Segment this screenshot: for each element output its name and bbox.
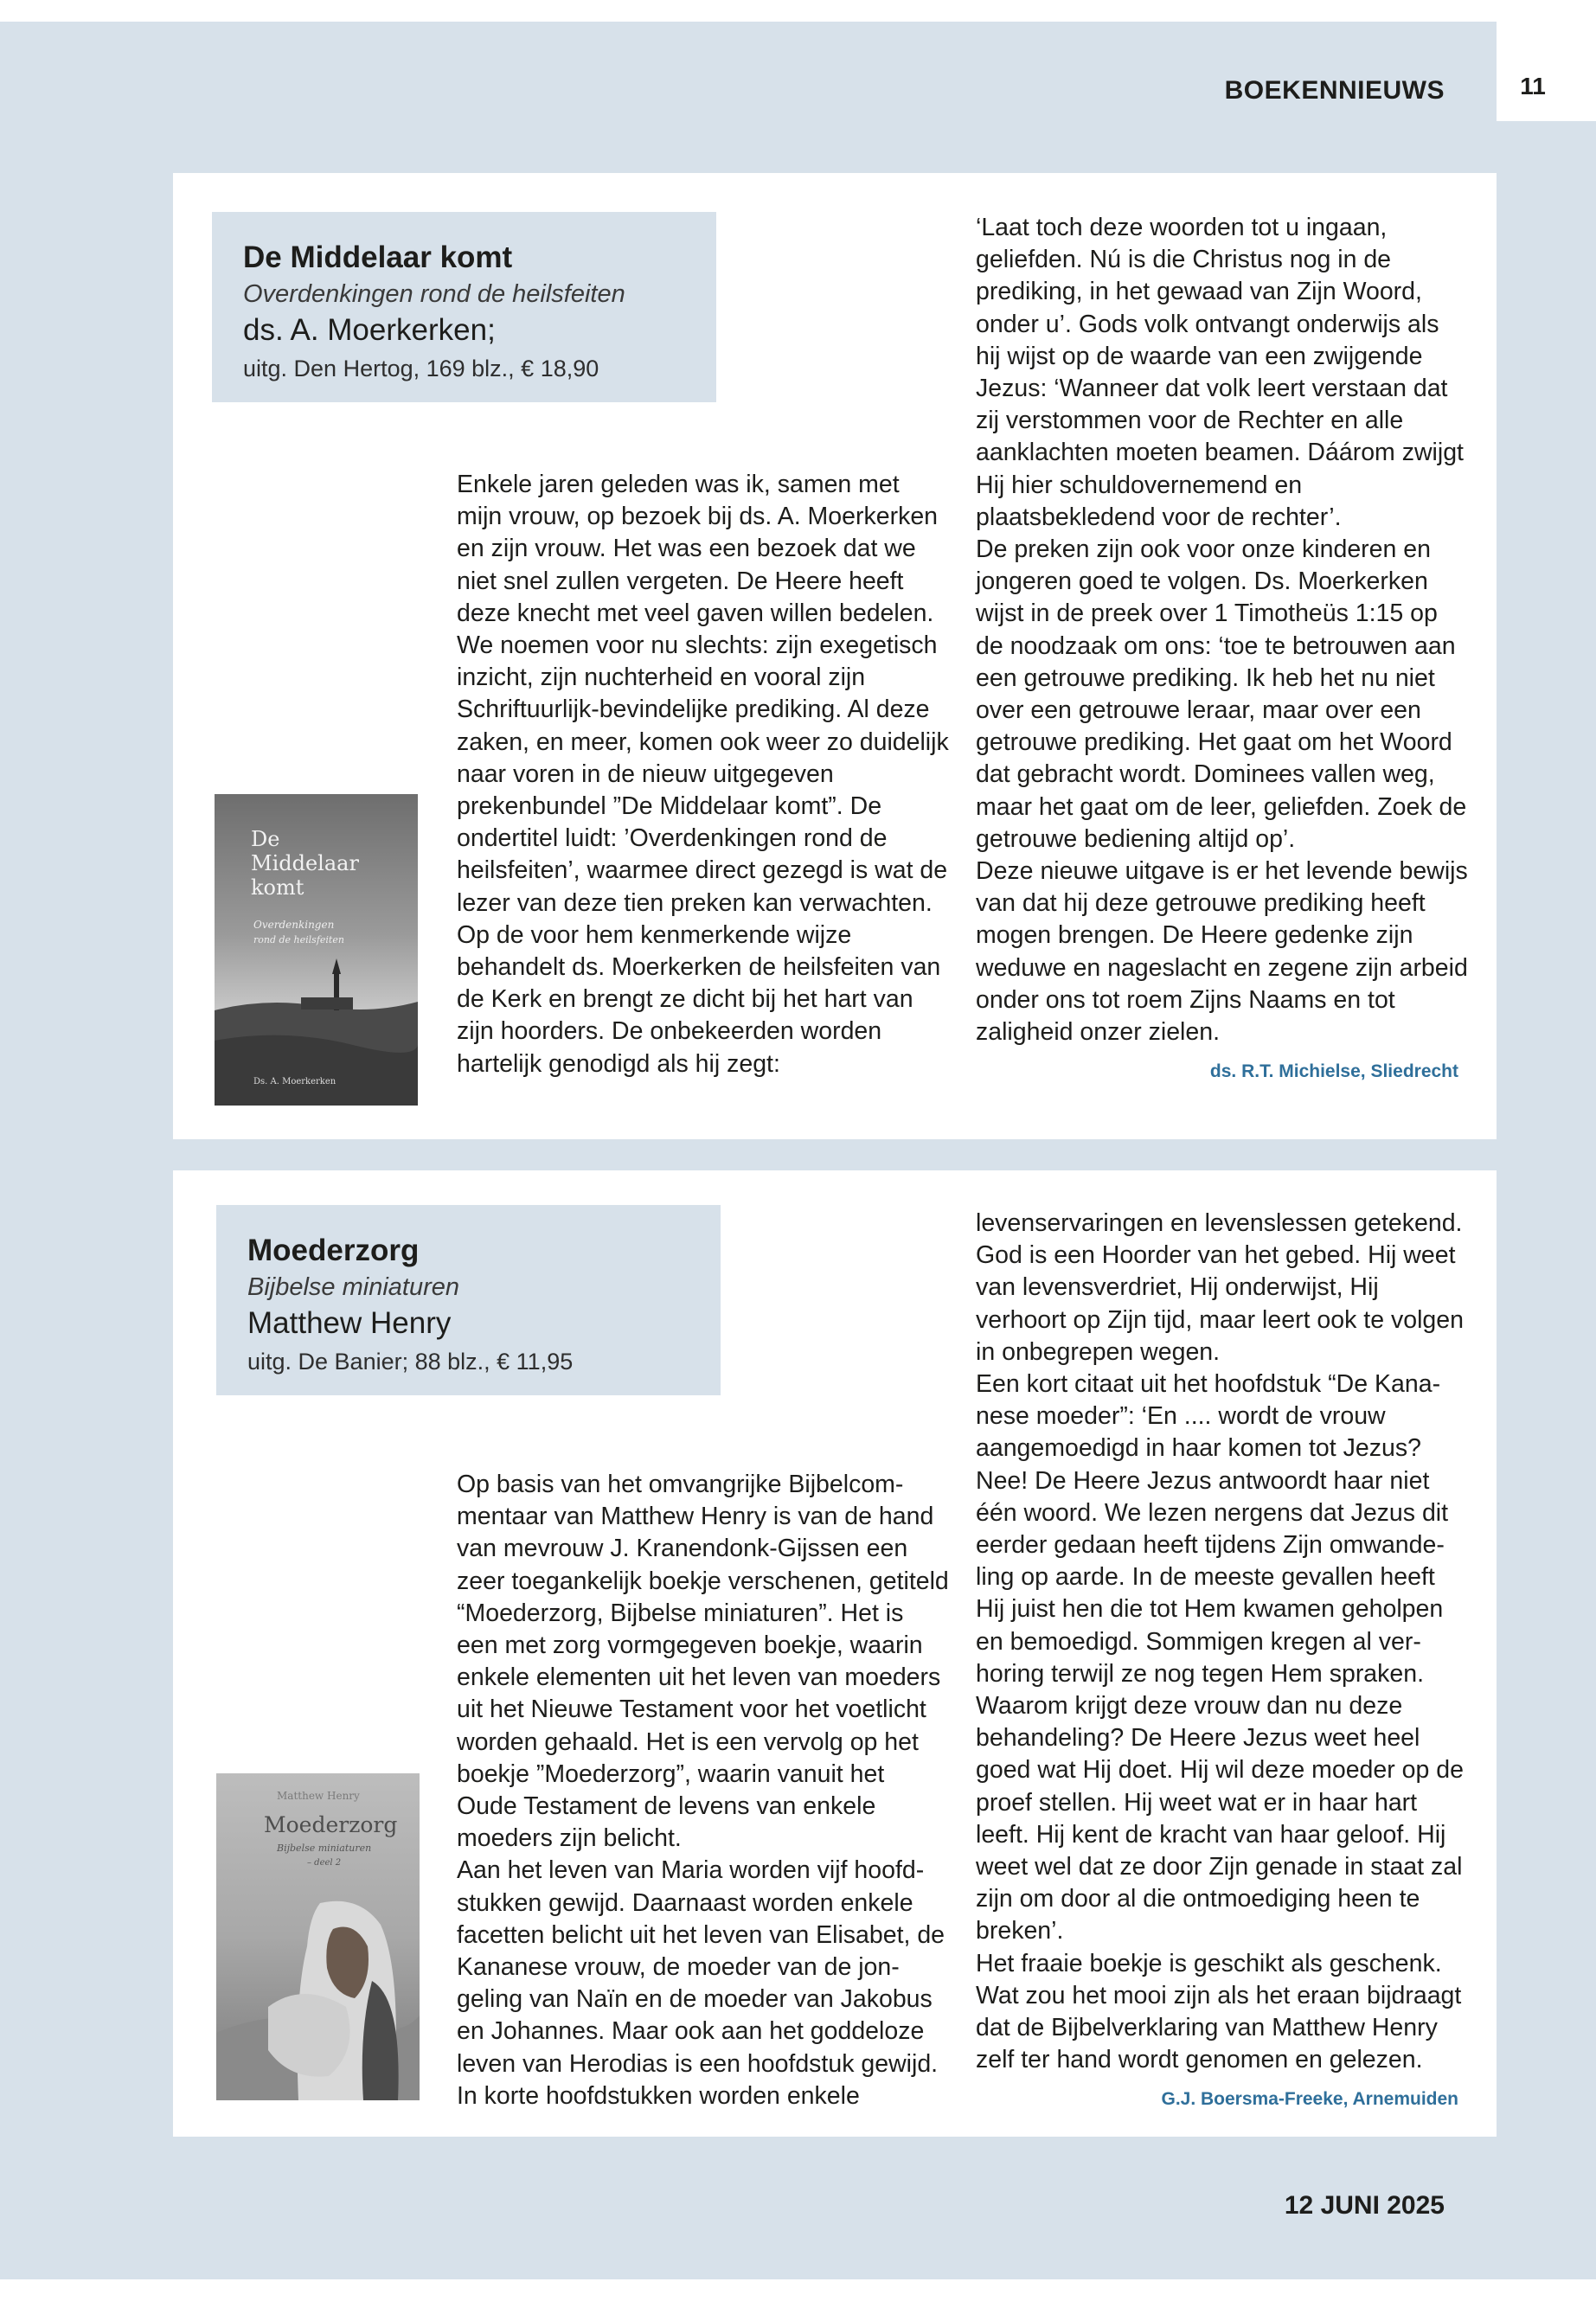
review-text-column-2 [976, 212, 1469, 1087]
book-title: De Middelaar komt [243, 240, 513, 274]
book-subtitle: Overdenkingen rond de heilsfeiten [243, 280, 625, 308]
cover-author: Ds. A. Moerkerken [253, 1077, 337, 1086]
review-paragraph: Enkele jaren geleden was ik, samen met mijn vrouw, op bezoek bij ds. A. Moerkerken en zijn vrouw. Het was een bezoek dat we niet snel zullen vergeten. De Heere heeft deze knecht met veel gaven willen bedelen. We noemen voor nu slechts: zijn exegetisch inzicht, zijn nuchterheid en vooral zijn Schriftuurlijk-bevindelijke prediking. Al deze zaken, en meer, komen ook weer zo duidelijk naar voren in de nieuw uitgegeven prekenbundel ”De Middelaar komt”. De ondertitel luidt: ’Overdenkingen rond de heilsfeiten’, waarmee direct gezegd is wat de lezer van deze tien preken kan verwachten. [457, 471, 949, 917]
review-card-2 [173, 1170, 1497, 2137]
cover-title-line-1: De [251, 827, 280, 851]
book-publisher: uitg. Den Hertog, 169 blz., € 18,90 [243, 356, 599, 381]
book-publisher: uitg. De Banier; 88 blz., € 11,95 [247, 1349, 574, 1375]
reviewer-signature: G.J. Boersma-Freeke, Arnemuiden [1161, 2089, 1458, 2110]
book-cover-image [216, 1773, 420, 2100]
reviewer-signature: ds. R.T. Michielse, Sliedrecht [1209, 1061, 1458, 1082]
cover-author: Matthew Henry [277, 1790, 360, 1802]
page-number-tab [1497, 22, 1596, 121]
review-paragraph: levenservaringen en levenslessen getekend. God is een Hoorder van het gebed. Hij weet van levensverdriet, Hij onderwijst, Hij verhoort op Zijn tijd, maar leert ook te volgen in onbegrepen wegen. [976, 1209, 1464, 1366]
book-info-box [212, 212, 716, 402]
cover-title-line-3: komt [251, 875, 304, 900]
review-paragraph: ‘Laat toch deze woorden tot u ingaan, geliefden. Nú is die Christus nog in de prediking, in het gewaad van Zijn Woord, onder u’. Gods volk ontvangt onderwijs als hij wijst op de waarde van een zwijgende Jezus: ‘Wanneer dat volk leert verstaan dat zij verstommen voor de Rechter en alle aanklachten moeten beamen. Dáárom zwijgt Hij hier schuldovernemend en plaatsbekledend voor de rechter’. [976, 214, 1464, 531]
review-paragraph: Een kort citaat uit het hoofdstuk “De Kananese moeder”: ‘En .... wordt de vrouw aangemoedigd in haar komen tot Jezus? Nee! De Heere Jezus antwoordt haar niet één woord. We lezen nergens dat Jezus dit eerder gedaan heeft tijdens Zijn omwandeling op aarde. In de meeste gevallen heeft Hij juist hen die tot Hem kwamen geholpen en bemoedigd. Sommigen kregen al verhoring terwijl ze nog tegen Hem spraken. Waarom krijgt deze vrouw dan nu deze behandeling? De Heere Jezus weet heel goed wat Hij doet. Hij wil deze moeder op de proef stellen. Hij weet wat er in haar hart leeft. Hij kent de kracht van haar geloof. Hij weet wel dat ze door Zijn genade in staat zal zijn om door al die ontmoediging heen te breken’. [976, 1370, 1464, 1945]
book-cover-image [215, 794, 418, 1106]
book-info-box [216, 1205, 721, 1395]
cover-title-line-2: Middelaar [251, 851, 359, 875]
review-paragraph: Op de voor hem kenmerkende wijze behandelt ds. Moerkerken de heilsfeiten van de Kerk en brengt ze dicht bij het hart van zijn hoorders. De onbekeerden worden hartelijk genodigd als hij zegt: [457, 920, 941, 1078]
book-author: ds. A. Moerkerken; [243, 313, 496, 347]
review-paragraph: Aan het leven van Maria worden vijf hoofdstukken gewijd. Daarnaast worden enkele facetten belicht uit het leven van Elisabet, de Kananese vrouw, de moeder van de jongeling van Naïn en de moeder van Jakobus en Johannes. Maar ook aan het goddeloze leven van Herodias is een hoofdstuk gewijd. In korte hoofdstukken worden enkele [457, 1856, 945, 2110]
cover-subtitle-line-1: Bijbelse miniaturen [277, 1843, 372, 1854]
cover-subtitle-line-1: Overdenkingen [253, 919, 335, 931]
review-card-1 [173, 173, 1497, 1139]
review-paragraph: De preken zijn ook voor onze kinderen en jongeren goed te volgen. Ds. Moerkerken wijst in de preek over 1 Timotheüs 1:15 op de noodzaak om ons: ‘toe te betrouwen aan een getrouwe prediking. Ik heb het nu niet over een getrouwe leraar, maar over een getrouwe prediking. Het gaat om het Woord dat gebracht wordt. Dominees vallen weg, maar het gaat om de leer, geliefden. Zoek de getrouwe bediening altijd op’. [976, 535, 1467, 853]
issue-date: 12 JUNI 2025 [1284, 2191, 1445, 2220]
review-text-column-1 [457, 1469, 950, 2112]
review-text-column-2 [976, 1208, 1469, 2116]
review-text-column-1 [457, 469, 950, 1080]
page-number: 11 [1520, 73, 1546, 99]
review-paragraph: Deze nieuwe uitgave is er het levende bewijs van dat hij deze getrouwe prediking heeft mogen brengen. De Heere gedenke zijn weduwe en nageslacht en zegene zijn arbeid onder ons tot roem Zijns Naams en tot zaligheid onzer zielen. [976, 857, 1468, 1047]
cover-subtitle-line-2: rond de heilsfeiten [253, 934, 344, 945]
section-header: BOEKENNIEUWS [1224, 76, 1445, 105]
cover-title: Moederzorg [264, 1812, 398, 1837]
book-subtitle: Bijbelse miniaturen [247, 1273, 460, 1301]
cover-subtitle-line-2: – deel 2 [307, 1858, 342, 1868]
book-title: Moederzorg [247, 1234, 420, 1267]
book-author: Matthew Henry [247, 1306, 452, 1340]
review-paragraph: Het fraaie boekje is geschikt als geschenk. Wat zou het mooi zijn als het eraan bijdraagt dat de Bijbelverklaring van Matthew Henry zelf ter hand wordt genomen en gelezen. [976, 1949, 1462, 2074]
review-paragraph: Op basis van het omvangrijke Bijbelcommentaar van Matthew Henry is van de hand van mevrouw J. Kranendonk-Gijssen een zeer toegankelijk boekje verschenen, getiteld “Moederzorg, Bijbelse miniaturen”. Het is een met zorg vormgegeven boekje, waarin enkele elementen uit het leven van moeders uit het Nieuwe Testament voor het voetlicht worden gehaald. Het is een vervolg op het boekje ”Moederzorg”, waarin vanuit het Oude Testament de levens van enkele moeders zijn belicht. [457, 1471, 949, 1853]
